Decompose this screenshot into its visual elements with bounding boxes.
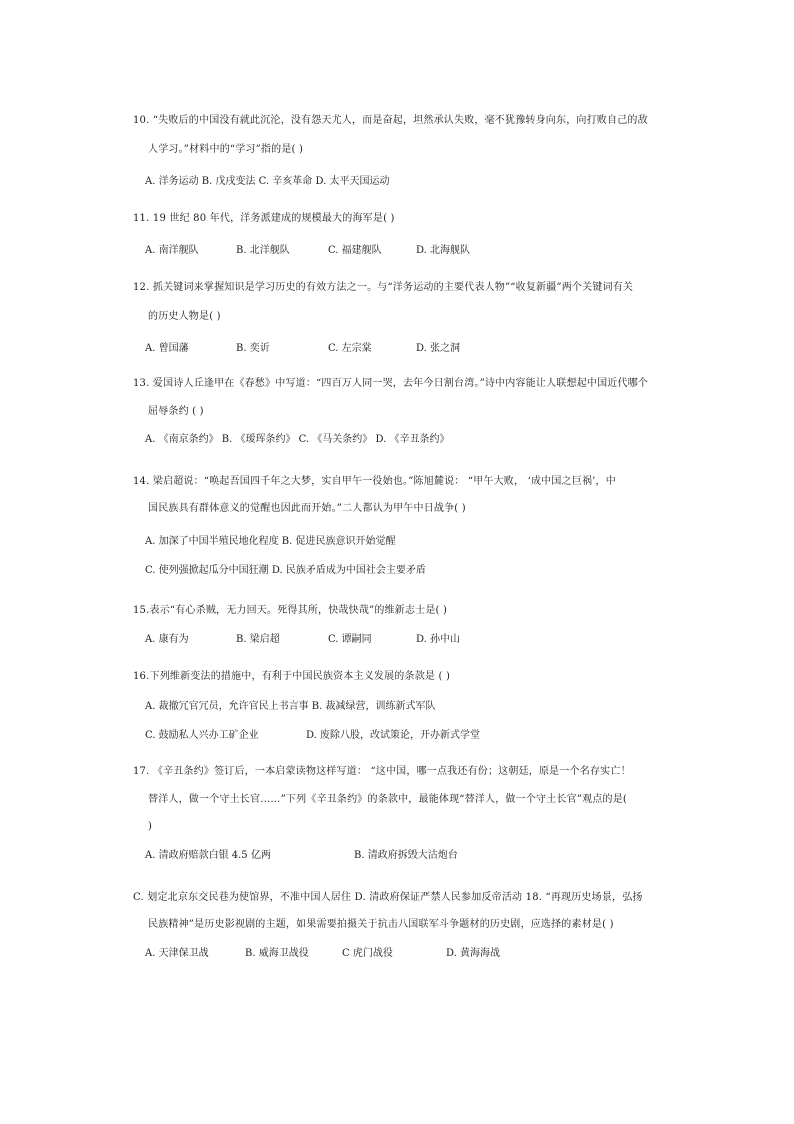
q11-stem: 11. 19 世纪 80 年代，洋务派建成的规模最大的海军是( ): [133, 213, 395, 224]
q15-option-d: D. 孙中山: [416, 634, 461, 645]
q12-stem-line1: 12. 抓关键词来掌握知识是学习历史的有效方法之一。与“洋务运动的主要代表人物”“收复新疆”两个关键词有关: [133, 282, 634, 293]
q17-options-cd-q18-stem: C. 划定北京东交民巷为使馆界，不准中国人居住 D. 清政府保证严禁人民参加反帝活动 18. “再现历史场景，弘扬: [133, 892, 643, 903]
q18-stem-line2: 民族精神”是历史影视剧的主题，如果需要拍摄关于抗击八国联军斗争题材的历史剧，应选择的素材是( ): [148, 919, 614, 930]
q13-stem-line2: 屈辱条约 ( ): [148, 406, 204, 417]
q14-stem-line2: 国民族具有群体意义的觉醒也因此而开始。”二人都认为甲午中日战争( ): [148, 503, 466, 514]
q11-option-c: C. 福建舰队: [328, 245, 382, 256]
q15-stem: 15.表示“有心杀贼，无力回天。死得其所，快哉快哉”的维新志士是( ): [133, 605, 448, 616]
q13-stem-line1: 13. 爱国诗人丘逢甲在《春愁》中写道：“四百万人同一哭，去年今日割台湾。”诗中内容能让人联想起中国近代哪个: [133, 378, 649, 389]
q17-option-b: B. 清政府拆毁大沽炮台: [354, 850, 458, 861]
q15-option-c: C. 谭嗣同: [328, 634, 372, 645]
q18-option-c: C 虎门战役: [342, 948, 393, 959]
q10-options: A. 洋务运动 B. 戊戌变法 C. 辛亥革命 D. 太平天国运动: [145, 176, 390, 187]
q18-option-b: B. 威海卫战役: [245, 948, 309, 959]
q12-stem-line2: 的历史人物是( ): [148, 311, 221, 322]
q16-option-c: C. 鼓励私人兴办工矿企业: [145, 730, 259, 741]
q17-stem-line1: 17. 《辛丑条约》签订后，一本启蒙读物这样写道： “这中国，哪一点我还有份；这朝廷，原是一个名存实亡！: [133, 766, 631, 777]
q10-stem-line2: 人学习。”材料中的“学习”指的是( ): [148, 144, 304, 155]
q17-option-a: A. 清政府赔款白银 4.5 亿两: [145, 850, 271, 861]
q15-option-a: A. 康有为: [145, 634, 189, 645]
q16-options-ab: A. 裁撤冗官冗员，允许官民上书言事 B. 裁减绿营，训练新式军队: [145, 701, 436, 712]
q18-option-d: D. 黄海海战: [446, 948, 501, 959]
q14-options-ab: A. 加深了中国半殖民地化程度 B. 促进民族意识开始觉醒: [145, 536, 396, 547]
q14-stem-line1: 14. 梁启超说：“唤起吾国四千年之大梦，实自甲午一役始也。”陈旭麓说： “甲午大败， ‘成中国之巨祸’，中: [133, 476, 616, 487]
q12-option-c: C. 左宗棠: [328, 343, 372, 354]
q16-option-d: D. 废除八股，改试策论，开办新式学堂: [306, 730, 481, 741]
q11-option-d: D. 北海舰队: [416, 245, 471, 256]
q11-option-a: A. 南洋舰队: [145, 245, 199, 256]
q12-option-a: A. 曾国藩: [145, 343, 189, 354]
q10-stem-line1: 10. “失败后的中国没有就此沉沦，没有怨天尤人，而是奋起，坦然承认失败，毫不犹豫转身向东，向打败自己的敌: [133, 115, 648, 126]
q11-option-b: B. 北洋舰队: [236, 245, 290, 256]
q16-stem: 16.下列维新变法的措施中，有利于中国民族资本主义发展的条款是 ( ): [133, 671, 451, 682]
q14-options-cd: C. 使列强掀起瓜分中国狂潮 D. 民族矛盾成为中国社会主要矛盾: [145, 565, 426, 576]
q13-options: A. 《南京条约》 B. 《瑷珲条约》 C. 《马关条约》 D. 《辛丑条约》: [145, 434, 450, 445]
q17-stem-line2: 替洋人，做一个守土长官……”下列《辛丑条约》的条款中，最能体现“替洋人，做一个守土长官”观点的是(: [148, 794, 628, 805]
q18-option-a: A. 天津保卫战: [145, 948, 209, 959]
q17-stem-line3: ): [148, 821, 153, 832]
q15-option-b: B. 梁启超: [236, 634, 280, 645]
q12-option-b: B. 奕䜣: [236, 343, 270, 354]
q12-option-d: D. 张之洞: [416, 343, 461, 354]
